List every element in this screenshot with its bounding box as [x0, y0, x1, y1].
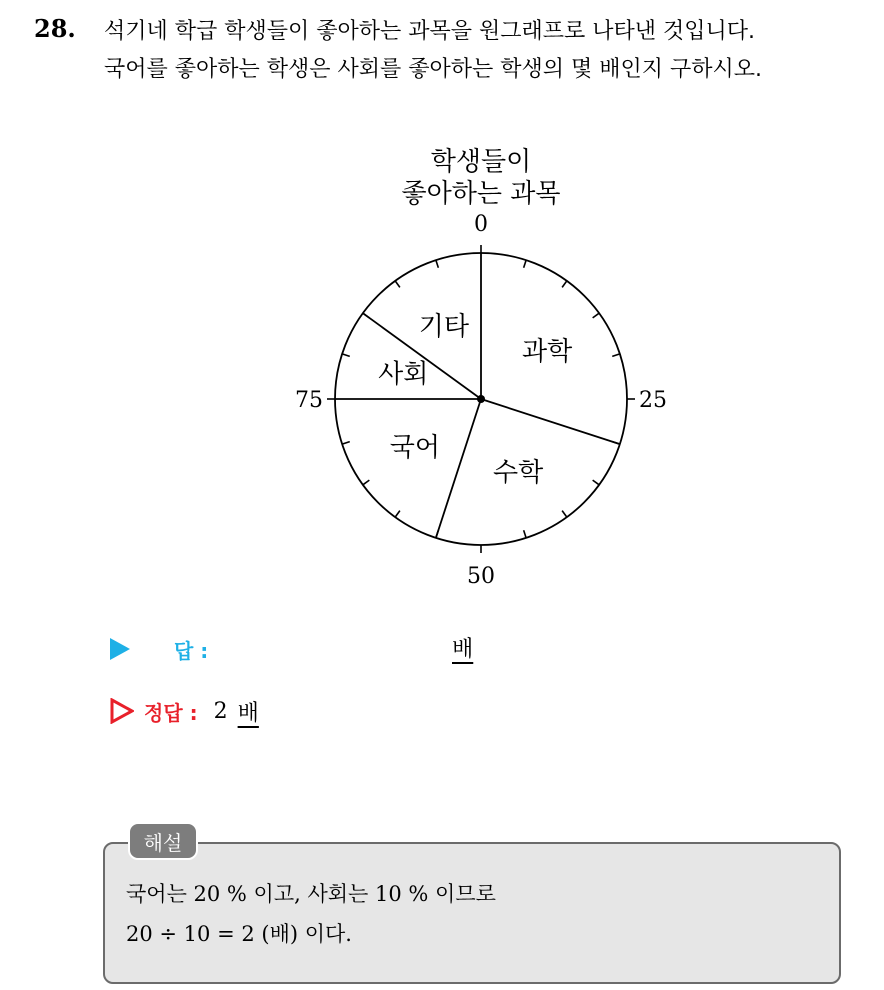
pie-tick	[593, 480, 599, 485]
pie-slice-label: 사회	[378, 359, 429, 390]
correct-answer-row	[110, 694, 259, 728]
question-line-1: 석기네 학급 학생들이 좋아하는 과목을 원그래프로 나타낸 것입니다.	[104, 19, 756, 44]
solution-box	[103, 842, 841, 984]
answer-unit: 배	[452, 637, 474, 662]
play-arrow-icon	[110, 638, 130, 660]
pie-tick	[436, 260, 438, 268]
chart-title-line-2: 좋아하는 과목	[401, 179, 561, 209]
pie-tick	[524, 530, 526, 538]
correct-answer-label: 정답 :	[144, 700, 198, 725]
pie-tick	[395, 281, 400, 287]
chart-title-line-1: 학생들이	[430, 147, 532, 177]
correct-answer-unit: 배	[237, 700, 259, 726]
question-number: 28.	[34, 14, 76, 43]
pie-tick	[612, 354, 620, 356]
solution-tab: 해설	[128, 822, 198, 860]
pie-slice-label: 기타	[418, 312, 469, 343]
pie-tick	[342, 442, 350, 444]
pie-center-dot	[477, 395, 485, 403]
pie-slice-divider	[481, 399, 620, 444]
outline-arrow-icon	[110, 698, 134, 724]
question-line-2: 국어를 좋아하는 학생은 사회를 좋아하는 학생의 몇 배인지 구하시오.	[104, 57, 762, 82]
pie-scale-label: 75	[295, 388, 323, 413]
pie-slice-label: 수학	[493, 457, 544, 488]
solution-line-2: 20 ÷ 10 = 2 (배) 이다.	[126, 922, 352, 946]
pie-tick	[562, 281, 567, 287]
pie-tick	[363, 480, 369, 485]
answer-row	[110, 632, 208, 666]
pie-scale-label: 0	[474, 212, 488, 237]
pie-scale-label: 50	[467, 564, 495, 589]
pie-scale-label: 25	[639, 388, 667, 413]
correct-answer-value: 2	[213, 698, 228, 724]
pie-slice-divider	[436, 399, 481, 538]
pie-tick	[562, 511, 567, 517]
pie-slice-labels	[378, 312, 572, 488]
pie-slice-label: 과학	[522, 336, 573, 367]
pie-tick	[524, 260, 526, 268]
answer-label: 답 :	[174, 638, 209, 663]
pie-slice-label: 국어	[389, 433, 440, 464]
pie-tick	[593, 313, 599, 318]
pie-tick	[342, 354, 350, 356]
pie-tick	[395, 511, 400, 517]
solution-line-1: 국어는 20 % 이고, 사회는 10 % 이므로	[126, 882, 496, 906]
